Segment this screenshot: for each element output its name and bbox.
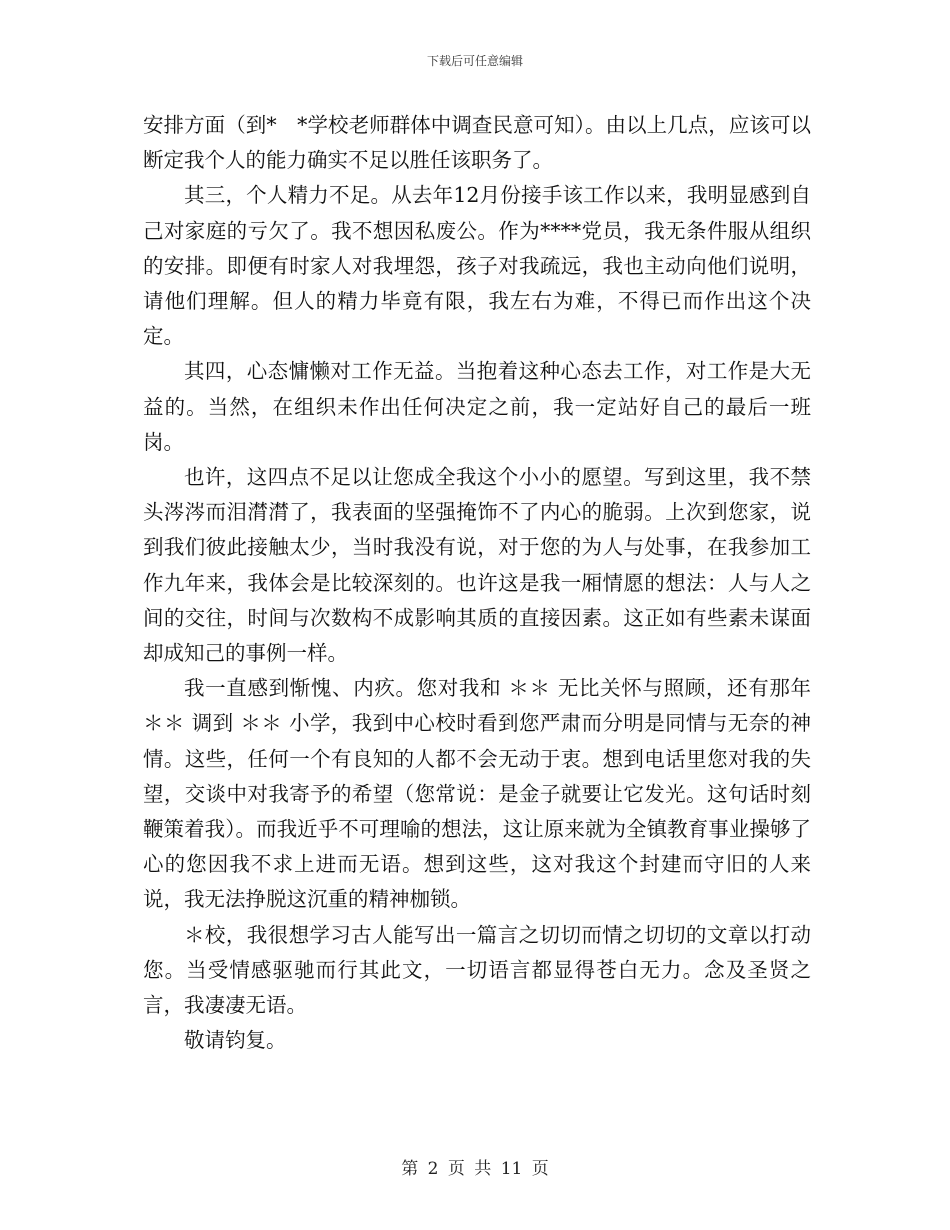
paragraph-5: 我一直感到惭愧、内疚。您对我和 ＊＊ 无比关怀与照顾，还有那年 ＊＊ 调到 ＊＊ 小学，我到中心校时看到您严肃而分明是同情与无奈的神情。这些，任何一个有良知的人都不会无动于衷。想到电话里您对我的失望，交谈中对我寄予的希望（您常说：是金子就要让它发光。这句话时刻鞭策着我）。而我近乎不可理喻的想法，这让原来就为全镇教育事业操够了心的您因我不求上进而无语。想到这些，这对我这个封建而守旧的人来说，我无法挣脱这沉重的精神枷锁。 [143, 676, 811, 912]
paragraph-7: 敬请钧复。 [184, 1028, 287, 1053]
page-footer: 第 2 页 共 11 页 [401, 1159, 549, 1179]
paragraph-2: 其三，个人精力不足。从去年12月份接手该工作以来，我明显感到自己对家庭的亏欠了。我不想因私废公。作为****党员，我无条件服从组织的安排。即便有时家人对我埋怨，孩子对我疏远，我也主动向他们说明，请他们理解。但人的精力毕竟有限，我左右为难，不得已而作出这个决定。 [143, 183, 811, 349]
paragraph-4: 也许，这四点不足以让您成全我这个小小的愿望。写到这里，我不禁头涔涔而泪潸潸了，我表面的坚强掩饰不了内心的脆弱。上次到您家，说到我们彼此接触太少，当时我没有说，对于您的为人与处事，在我参加工作九年来，我体会是比较深刻的。也许这是我一厢情愿的想法：人与人之间的交往，时间与次数构不成影响其质的直接因素。这正如有些素未谋面却成知己的事例一样。 [143, 465, 811, 666]
paragraph-6: ＊校，我很想学习古人能写出一篇言之切切而情之切切的文章以打动您。当受情感驱驰而行其此文，一切语言都显得苍白无力。念及圣贤之言，我凄凄无语。 [143, 922, 811, 1018]
document-body [143, 108, 811, 1058]
paragraph-3: 其四，心态慵懒对工作无益。当抱着这种心态去工作，对工作是大无益的。当然，在组织未作出任何决定之前，我一定站好自己的最后一班岗。 [143, 359, 811, 454]
page-header: 下载后可任意编辑 [426, 54, 523, 68]
paragraph-1: 安排方面（到* *学校老师群体中调查民意可知）。由以上几点，应该可以断定我个人的能力确实不足以胜任该职务了。 [143, 113, 811, 173]
